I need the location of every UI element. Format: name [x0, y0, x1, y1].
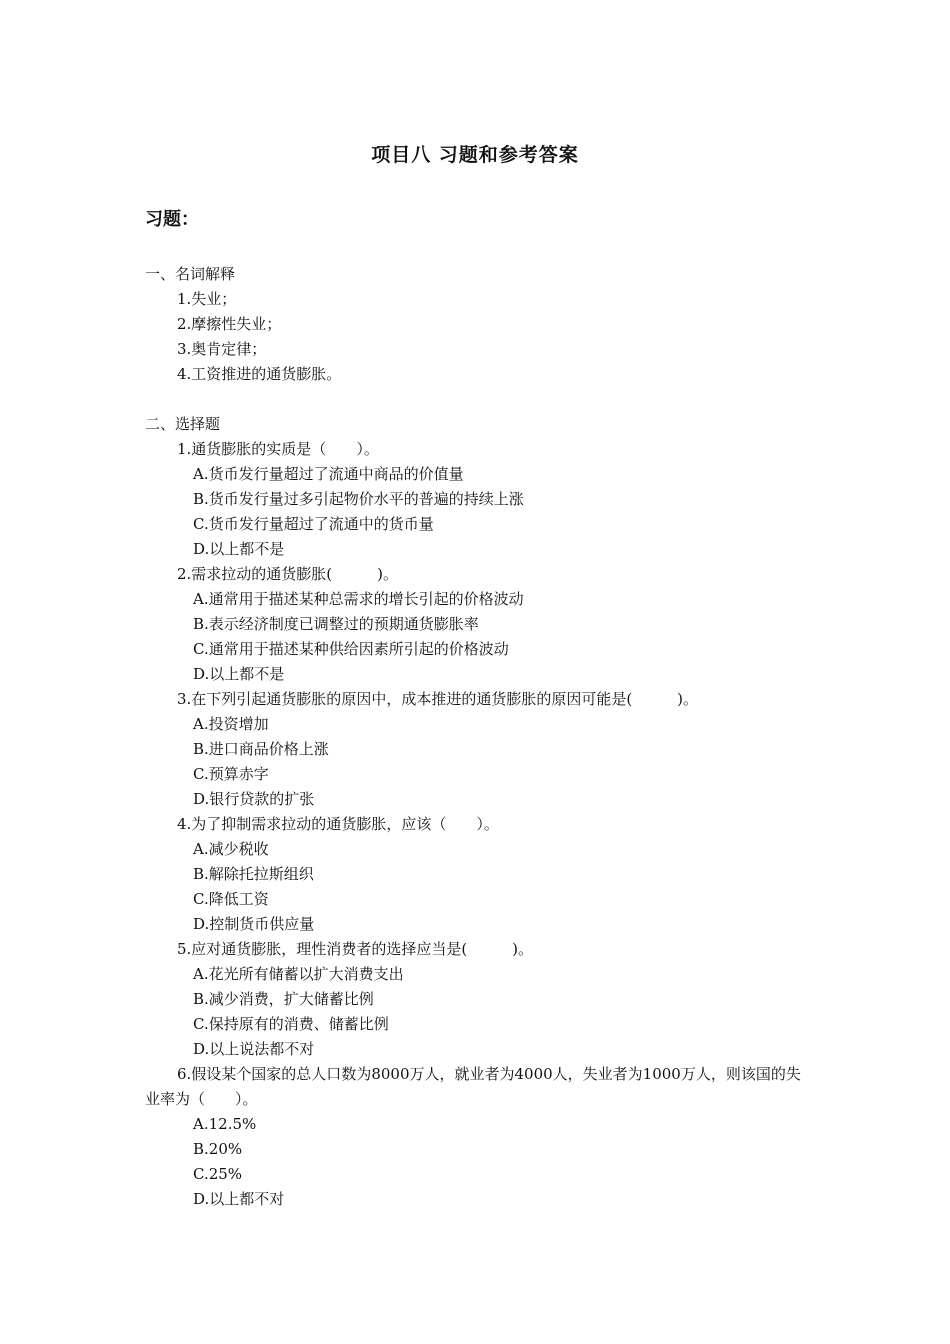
question-option: B.20%	[193, 1140, 243, 1158]
term-item: 1.失业；	[177, 290, 237, 308]
question-option: A.减少税收	[193, 840, 269, 858]
question-option: C.货币发行量超过了流通中的货币量	[193, 515, 434, 533]
question-stem: 1.通货膨胀的实质是（ ）。	[177, 440, 379, 458]
term-item: 3.奥肯定律；	[177, 340, 267, 358]
question-option: D.控制货币供应量	[193, 915, 315, 933]
question-option: A.花光所有储蓄以扩大消费支出	[193, 965, 404, 983]
question-option: C.降低工资	[193, 890, 269, 908]
question-option: C.通常用于描述某种供给因素所引起的价格波动	[193, 640, 509, 658]
question-option: C.预算赤字	[193, 765, 269, 783]
question-option: C.保持原有的消费、储蓄比例	[193, 1015, 389, 1033]
question-stem: 3.在下列引起通货膨胀的原因中，成本推进的通货膨胀的原因可能是( )。	[177, 690, 699, 708]
spacer	[145, 387, 815, 412]
question-option: A.通常用于描述某种总需求的增长引起的价格波动	[193, 590, 524, 608]
question-option: A.12.5%	[193, 1115, 257, 1133]
question-option: D.以上都不是	[193, 540, 285, 558]
question-option: A.投资增加	[193, 715, 269, 733]
question-option: D.以上都不对	[193, 1190, 285, 1208]
question-option: D.银行贷款的扩张	[193, 790, 315, 808]
exercises-heading: 习题：	[145, 209, 199, 230]
question-option: B.减少消费，扩大储蓄比例	[193, 990, 374, 1008]
question-option: B.表示经济制度已调整过的预期通货膨胀率	[193, 615, 479, 633]
question-option: B.进口商品价格上涨	[193, 740, 329, 758]
question-option: D.以上都不是	[193, 665, 285, 683]
question-option: D.以上说法都不对	[193, 1040, 315, 1058]
document-title: 项目八 习题和参考答案	[371, 144, 579, 166]
question-option: B.货币发行量过多引起物价水平的普遍的持续上涨	[193, 490, 524, 508]
question-option: A.货币发行量超过了流通中商品的价值量	[193, 465, 464, 483]
question-stem: 4.为了抑制需求拉动的通货膨胀，应该（ ）。	[177, 815, 499, 833]
part2-heading: 二、选择题	[145, 415, 221, 433]
document-body	[145, 262, 815, 1212]
term-item: 2.摩擦性失业；	[177, 315, 282, 333]
term-item: 4.工资推进的通货膨胀。	[177, 365, 342, 383]
question-stem: 6.假设某个国家的总人口数为8000万人，就业者为4000人，失业者为1000万人，则该国的失业率为（ ）。	[145, 1065, 801, 1108]
question-option: B.解除托拉斯组织	[193, 865, 314, 883]
part1-heading: 一、名词解释	[145, 265, 236, 283]
question-option: C.25%	[193, 1165, 243, 1183]
question-stem: 2.需求拉动的通货膨胀( )。	[177, 565, 399, 583]
question-stem: 5.应对通货膨胀，理性消费者的选择应当是( )。	[177, 940, 534, 958]
